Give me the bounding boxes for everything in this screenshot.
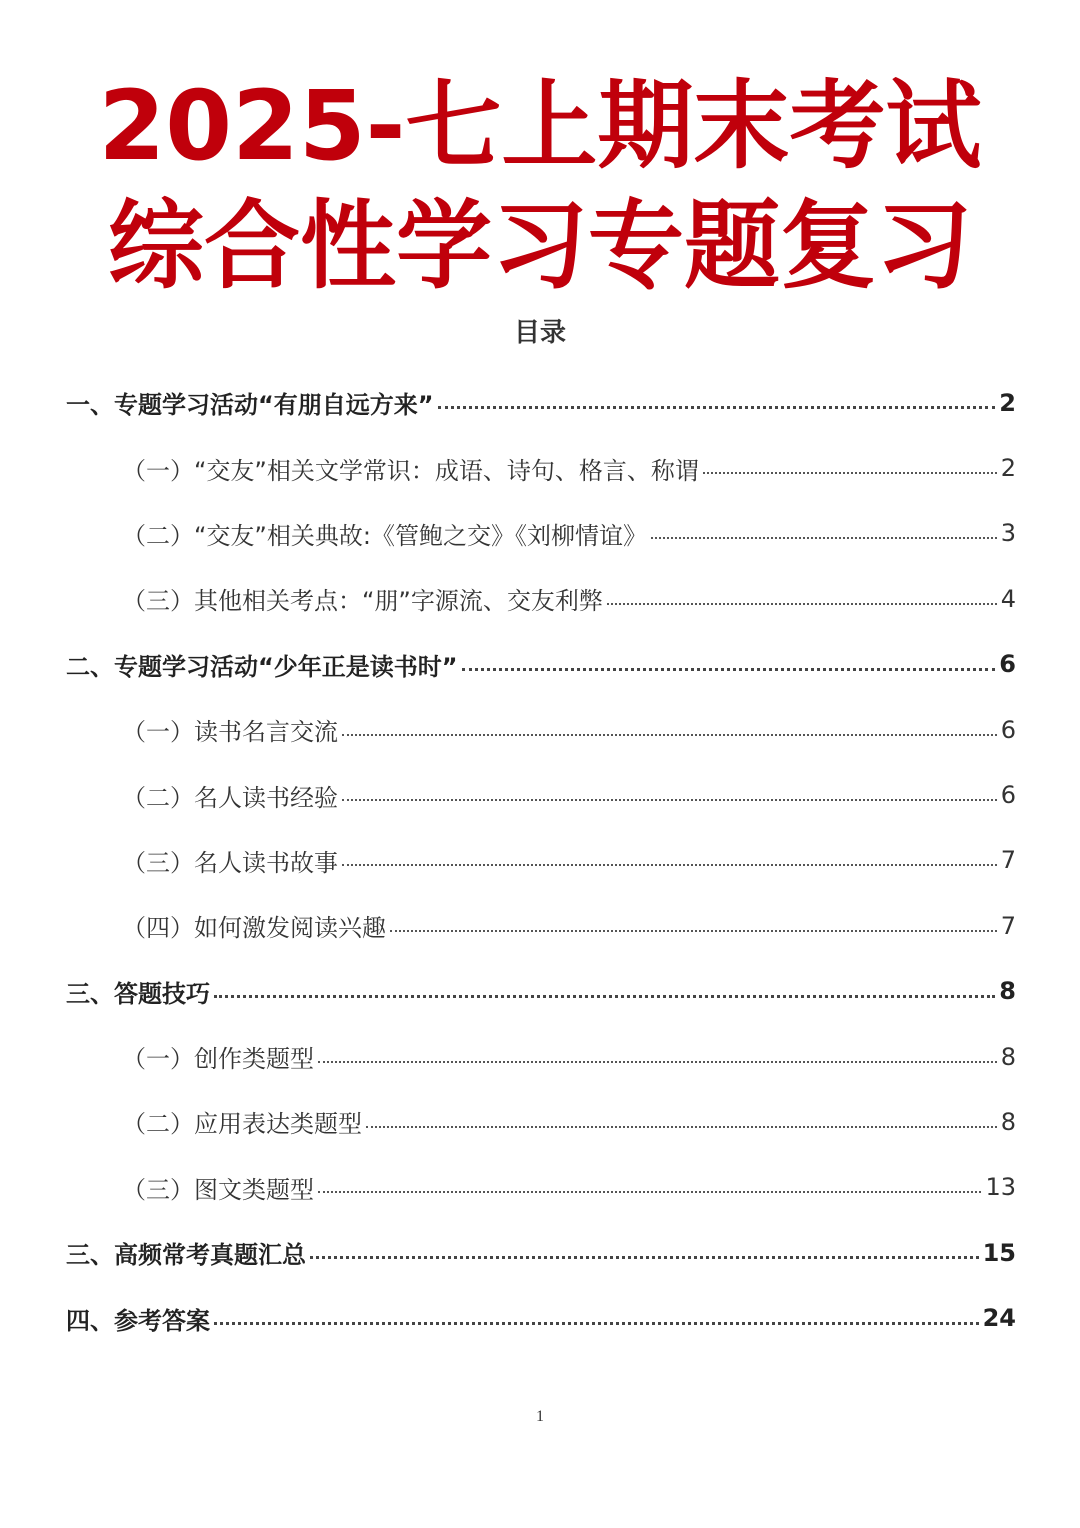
toc-entry-label: （一）“交友”相关文学常识：成语、诗句、格言、称谓	[122, 456, 699, 485]
toc-entry-label: （二）“交友”相关典故:《管鲍之交》《刘柳情谊》	[122, 521, 647, 550]
toc-dot-leader	[310, 1256, 979, 1259]
toc-entry-label: 四、参考答案	[66, 1306, 210, 1335]
toc-entry-page: 3	[1000, 519, 1016, 548]
toc-dot-leader	[342, 864, 997, 866]
toc-entry-page: 6	[1000, 781, 1016, 810]
toc-entry-label: （三）其他相关考点：“朋”字源流、交友利弊	[122, 587, 603, 616]
toc-entry-label: （一）读书名言交流	[122, 718, 338, 747]
toc-dot-leader	[703, 472, 997, 474]
toc-entry-page: 7	[1000, 911, 1016, 940]
toc-entry-label: （四）如何激发阅读兴趣	[122, 914, 386, 943]
toc-entry-section-2-4[interactable]	[66, 893, 1016, 958]
toc-entry-section-5[interactable]	[66, 1285, 1016, 1350]
toc-entry-section-2-2[interactable]	[66, 762, 1016, 827]
toc-entry-page: 6	[1000, 715, 1016, 744]
toc-heading: 目录	[513, 318, 566, 348]
toc-entry-label: 三、答题技巧	[66, 979, 210, 1008]
toc-entry-section-3-3[interactable]	[66, 1155, 1016, 1220]
document-title-line-2: 综合性学习专题复习	[108, 190, 972, 302]
toc-entry-page: 24	[982, 1304, 1016, 1333]
toc-dot-leader	[318, 1191, 981, 1193]
toc-entry-label: （二）名人读书经验	[122, 783, 338, 812]
toc-entry-page: 6	[999, 650, 1016, 679]
toc-entry-section-4[interactable]	[66, 1220, 1016, 1285]
toc-entry-page: 7	[1000, 846, 1016, 875]
page-number: 1	[536, 1408, 544, 1425]
toc-entry-section-1-3[interactable]	[66, 566, 1016, 631]
toc-entry-page: 8	[1000, 1107, 1016, 1136]
toc-dot-leader	[651, 537, 997, 539]
table-of-contents	[66, 370, 1016, 1351]
toc-entry-section-3-1[interactable]	[66, 1024, 1016, 1089]
toc-entry-page: 2	[1000, 454, 1016, 483]
toc-dot-leader	[438, 406, 996, 409]
toc-entry-label: 一、专题学习活动“有朋自远方来”	[66, 391, 434, 420]
toc-entry-section-3-2[interactable]	[66, 1089, 1016, 1154]
toc-entry-label: （三）名人读书故事	[122, 848, 338, 877]
toc-entry-section-2[interactable]	[66, 632, 1016, 697]
toc-entry-page: 13	[985, 1173, 1016, 1202]
toc-entry-label: （三）图文类题型	[122, 1175, 314, 1204]
toc-entry-section-1-2[interactable]	[66, 501, 1016, 566]
toc-dot-leader	[318, 1061, 997, 1063]
toc-dot-leader	[390, 930, 997, 932]
document-title-line-1: 2025-七上期末考试	[98, 70, 982, 182]
toc-entry-page: 2	[999, 388, 1016, 417]
toc-dot-leader	[214, 1322, 979, 1325]
toc-entry-section-2-1[interactable]	[66, 697, 1016, 762]
toc-dot-leader	[462, 668, 996, 671]
toc-entry-page: 8	[999, 977, 1016, 1006]
toc-entry-section-1[interactable]	[66, 370, 1016, 435]
toc-entry-label: （一）创作类题型	[122, 1045, 314, 1074]
toc-entry-label: （二）应用表达类题型	[122, 1110, 362, 1139]
toc-entry-section-3[interactable]	[66, 959, 1016, 1024]
toc-dot-leader	[607, 603, 997, 605]
toc-dot-leader	[366, 1126, 997, 1128]
toc-dot-leader	[342, 734, 997, 736]
toc-entry-page: 4	[1000, 584, 1016, 613]
toc-entry-section-1-1[interactable]	[66, 435, 1016, 500]
toc-entry-page: 15	[982, 1238, 1016, 1267]
toc-entry-label: 三、高频常考真题汇总	[66, 1241, 306, 1270]
toc-entry-label: 二、专题学习活动“少年正是读书时”	[66, 652, 458, 681]
toc-entry-section-2-3[interactable]	[66, 828, 1016, 893]
toc-dot-leader	[214, 995, 995, 998]
toc-dot-leader	[342, 799, 997, 801]
toc-entry-page: 8	[1000, 1042, 1016, 1071]
